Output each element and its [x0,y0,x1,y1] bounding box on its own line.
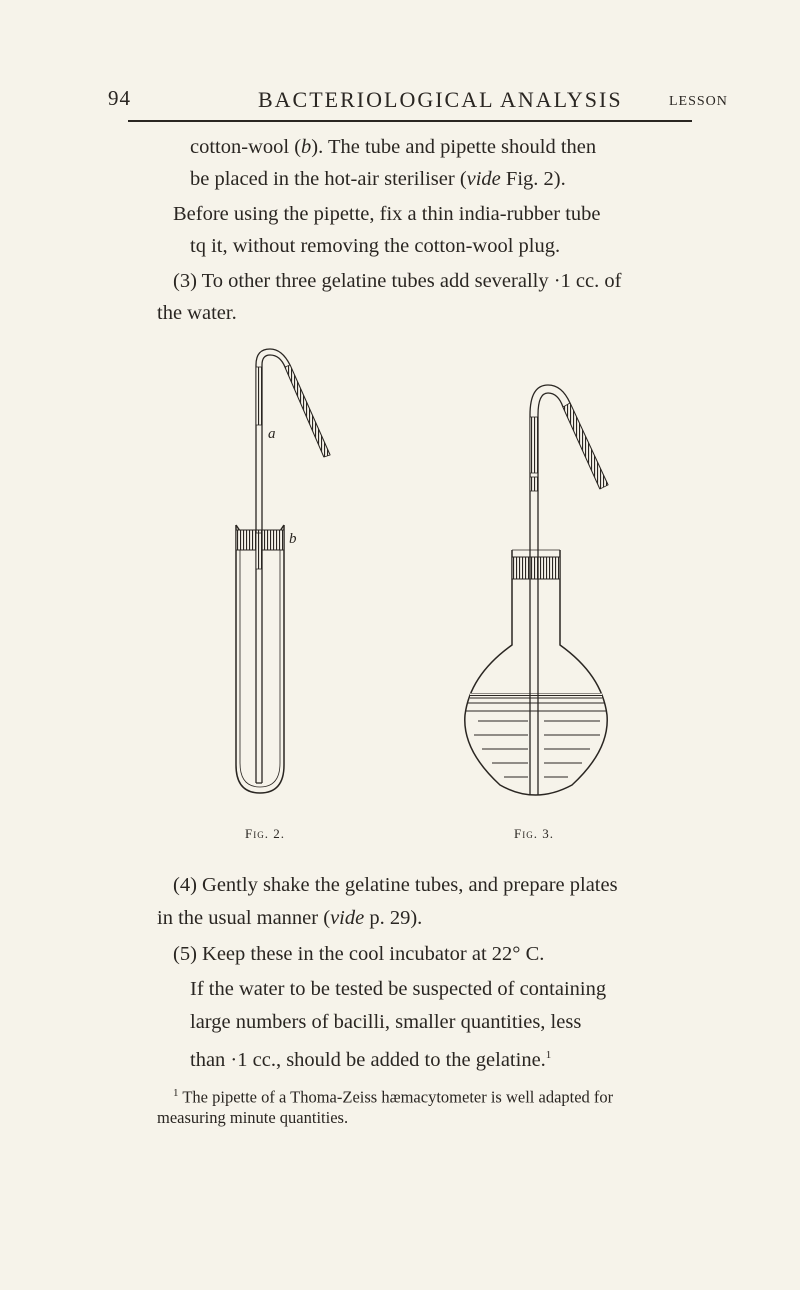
fig2-label-a: a [268,426,276,442]
fig3-bent-end [563,403,608,489]
page-number: 94 [108,86,131,110]
paragraph-6-line-3: than ·1 cc., should be added to the gelatine.$^1$ [190,1048,552,1071]
fig3-cotton-plug [512,557,560,579]
paragraph-1-line-1: cotton-wool (b). The tube and pipette should then [190,136,597,158]
fig3-pipette [530,385,608,795]
fig3-flask [465,550,607,795]
paragraph-2-line-1: Before using the pipette, fix a thin india-rubber tube [173,203,601,225]
fig2-pipette-plug-a [256,367,262,425]
fig3-pipette-plug-b [530,477,538,491]
header-rule [128,120,692,122]
paragraph-2-line-2: tq it, without removing the cotton-wool plug. [190,235,561,257]
paragraph-5-line-1: (5) Keep these in the cool incubator at 22° C. [173,943,545,965]
paragraph-4-line-1: (4) Gently shake the gelatine tubes, and prepare plates [173,874,618,896]
fig3-liquid [466,697,606,777]
fig2-pipette-plug-b [256,533,262,569]
fig2-pipette [256,349,330,783]
figure-illustration [0,345,800,815]
fig2-label-b: b [289,531,297,547]
paragraph-1-line-2: be placed in the hot-air steriliser (vide Fig. 2). [190,168,566,190]
footnote-marker: 1 [173,1087,179,1099]
footnote-line-2: measuring minute quantities. [157,1108,349,1127]
running-title: BACTERIOLOGICAL ANALYSIS [258,87,623,112]
paragraph-4-line-2: in the usual manner (vide p. 29). [157,907,423,929]
fig3-pipette-plug-a [530,417,538,473]
paragraph-6-line-1: If the water to be tested be suspected of containing [190,978,607,1000]
paragraph-3-line-2: the water. [157,302,237,324]
running-head-right: LESSON [669,94,728,109]
paragraph-3-line-1: (3) To other three gelatine tubes add severally ·1 cc. of [173,270,622,292]
fig2-caption: Fig. 2. [245,826,285,841]
footnote-reference: 1 [545,1049,552,1061]
running-head [0,82,800,122]
fig3-caption: Fig. 3. [514,826,554,841]
fig3-liquid-surface [470,693,602,699]
footnote-line-1: $^1$ The pipette of a Thoma-Zeiss hæmacytometer is well adapted for [173,1087,614,1107]
paragraph-6-line-2: large numbers of bacilli, smaller quantities, less [190,1011,582,1033]
fig2-bent-end [285,365,330,457]
figures-2-and-3 [0,345,800,815]
